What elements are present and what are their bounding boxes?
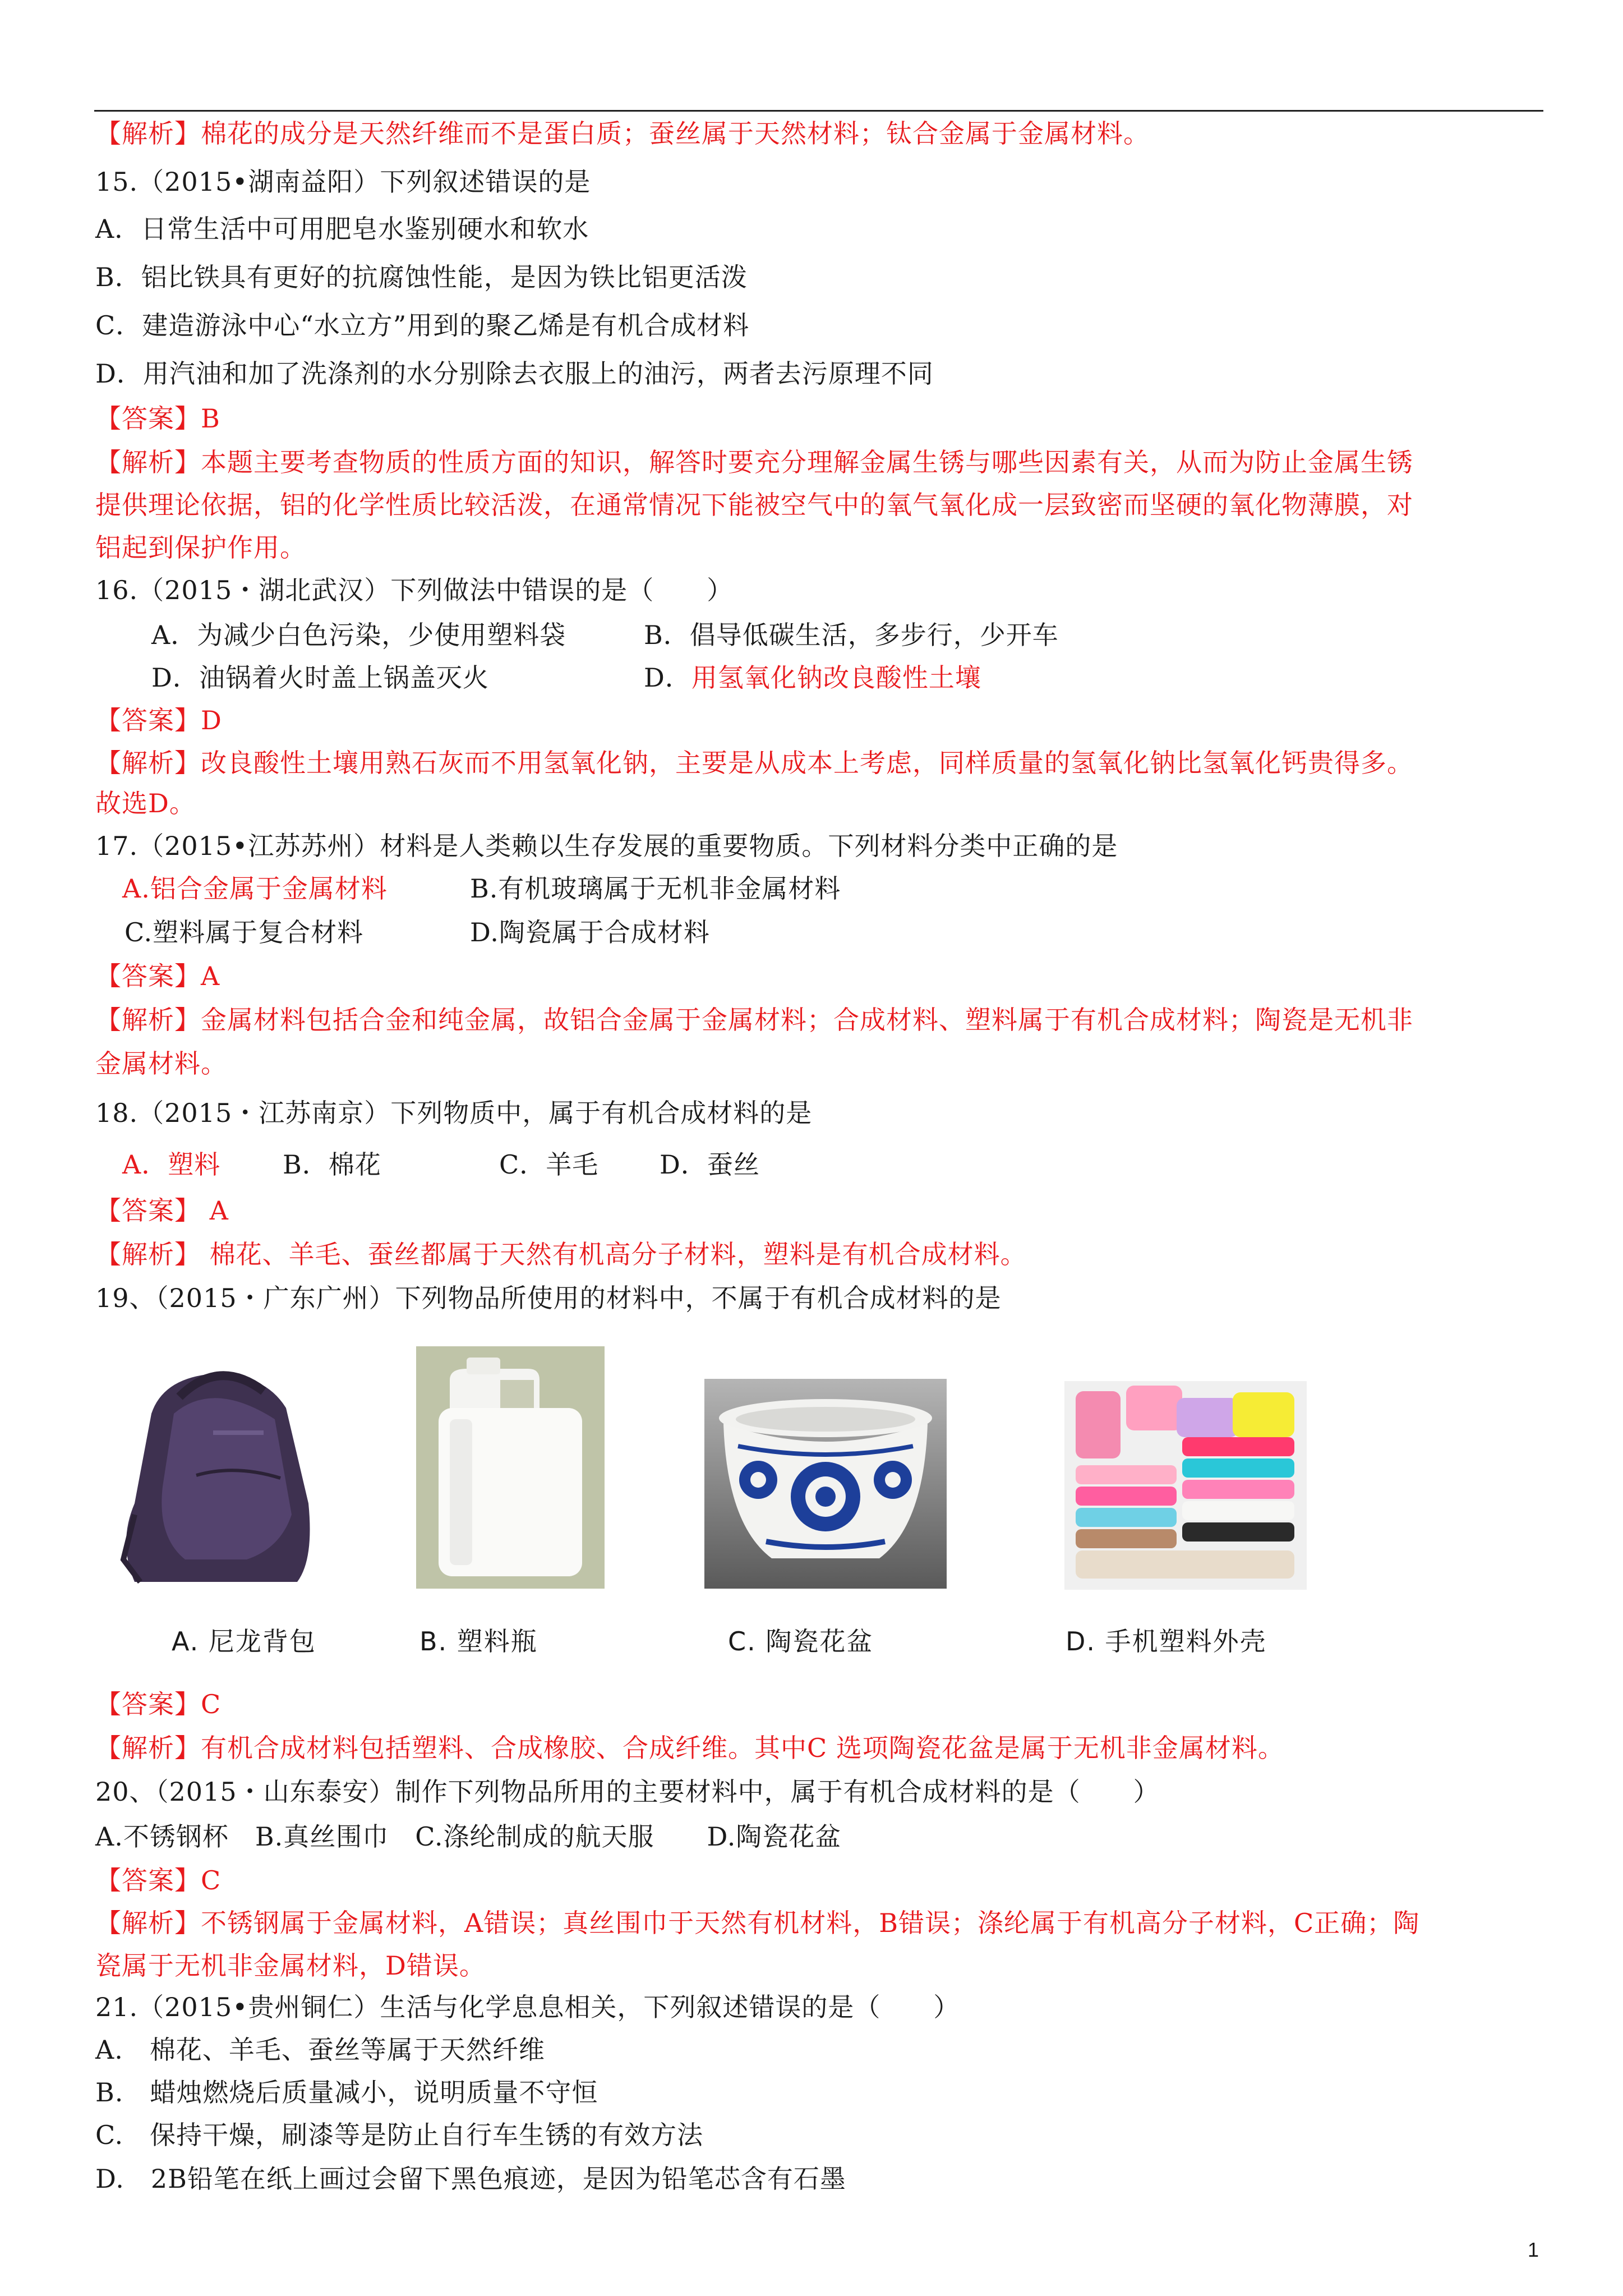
q19-analysis: 【解析】有机合成材料包括塑料、合成橡胶、合成纤维。其中C 选项陶瓷花盆是属于无机非金属材料。 xyxy=(95,1733,1284,1763)
q16-analysis-2: 故选D。 xyxy=(95,788,196,818)
q16-option-d-text: 用氢氧化钠改良酸性土壤 xyxy=(691,662,981,693)
q17-analysis-1: 【解析】金属材料包括合金和纯金属，故铝合金属于金属材料；合成材料、塑料属于有机合成材料；陶瓷是无机非 xyxy=(95,1005,1413,1035)
q17-option-a: A.铝合金属于金属材料 xyxy=(122,873,388,904)
q15-option-b: B．铝比铁具有更好的抗腐蚀性能，是因为铁比铝更活泼 xyxy=(95,262,748,292)
q20-answer: 【答案】C xyxy=(95,1865,222,1895)
q21-option-c: C. 保持干燥，刷漆等是防止自行车生锈的有效方法 xyxy=(95,2120,704,2150)
q16-option-d-prefix: D． xyxy=(644,662,691,693)
q16-option-a: A．为减少白色污染，少使用塑料袋 xyxy=(151,620,566,650)
q18-analysis: 【解析】 棉花、羊毛、蚕丝都属于天然有机高分子材料，塑料是有机合成材料。 xyxy=(95,1239,1027,1269)
q21-option-a: A. 棉花、羊毛、蚕丝等属于天然纤维 xyxy=(95,2035,545,2065)
caption-b: B. 塑料瓶 xyxy=(419,1626,538,1657)
q17-option-c: C.塑料属于复合材料 xyxy=(125,917,364,947)
q18-option-a: A．塑料 xyxy=(122,1149,221,1180)
q16-option-c: D．油锅着火时盖上锅盖灭火 xyxy=(151,662,489,693)
q19-stem: 19、（2015・广东广州）下列物品所使用的材料中，不属于有机合成材料的是 xyxy=(95,1283,1002,1313)
q20-stem: 20、（2015・山东泰安）制作下列物品所用的主要材料中，属于有机合成材料的是（ ） xyxy=(95,1777,1160,1807)
q21-option-d: D. 2B铅笔在纸上画过会留下黑色痕迹，是因为铅笔芯含有石墨 xyxy=(95,2164,846,2194)
q18-answer: 【答案】 A xyxy=(95,1195,229,1226)
q15-stem: 15.（2015•湖南益阳）下列叙述错误的是 xyxy=(95,167,591,197)
q21-option-b: B. 蜡烛燃烧后质量减小，说明质量不守恒 xyxy=(95,2077,598,2108)
page-number: 1 xyxy=(1527,2238,1539,2261)
backpack-image xyxy=(112,1346,325,1588)
q16-analysis-1: 【解析】改良酸性土壤用熟石灰而不用氢氧化钠，主要是从成本上考虑，同样质量的氢氧化钠比氢氧化钙贵得多。 xyxy=(95,748,1413,778)
q15-option-a: A．日常生活中可用肥皂水鉴别硬水和软水 xyxy=(95,214,589,244)
prev-analysis: 【解析】棉花的成分是天然纤维而不是蛋白质；蚕丝属于天然材料；钛合金属于金属材料。 xyxy=(95,118,1150,149)
q16-option-d xyxy=(644,662,981,693)
q17-option-d: D.陶瓷属于合成材料 xyxy=(470,917,710,947)
plastic-bottle-image xyxy=(416,1346,605,1589)
q17-stem: 17.（2015•江苏苏州）材料是人类赖以生存发展的重要物质。下列材料分类中正确的是 xyxy=(95,831,1118,861)
q16-stem: 16.（2015・湖北武汉）下列做法中错误的是（ ） xyxy=(95,575,734,605)
phone-cases-image xyxy=(1064,1381,1307,1590)
q16-option-b: B．倡导低碳生活，多步行，少开车 xyxy=(644,620,1059,650)
q17-analysis-2: 金属材料。 xyxy=(95,1048,227,1079)
q21-stem: 21.（2015•贵州铜仁）生活与化学息息相关，下列叙述错误的是（ ） xyxy=(95,1992,960,2022)
q20-options: A.不锈钢杯 B.真丝围巾 C.涤纶制成的航天服 D.陶瓷花盆 xyxy=(95,1821,842,1852)
q18-option-d: D．蚕丝 xyxy=(660,1149,760,1180)
caption-a: A. 尼龙背包 xyxy=(172,1626,316,1657)
q19-answer: 【答案】C xyxy=(95,1689,222,1719)
q15-analysis-3: 铝起到保护作用。 xyxy=(95,532,306,563)
q15-option-c: C．建造游泳中心“水立方”用到的聚乙烯是有机合成材料 xyxy=(95,310,750,341)
q15-option-d: D．用汽油和加了洗涤剂的水分别除去衣服上的油污，两者去污原理不同 xyxy=(95,358,934,389)
q15-analysis-1: 【解析】本题主要考查物质的性质方面的知识，解答时要充分理解金属生锈与哪些因素有关，从而为防止金属生锈 xyxy=(95,447,1413,477)
q18-option-b: B．棉花 xyxy=(283,1149,381,1180)
q18-stem: 18.（2015・江苏南京）下列物质中，属于有机合成材料的是 xyxy=(95,1098,813,1128)
caption-d: D. 手机塑料外壳 xyxy=(1066,1626,1267,1657)
q17-answer: 【答案】A xyxy=(95,961,220,991)
q20-analysis-1: 【解析】不锈钢属于金属材料，A错误；真丝围巾于天然有机材料，B错误；涤纶属于有机高分子材料，C正确；陶 xyxy=(95,1908,1420,1938)
q20-analysis-2: 瓷属于无机非金属材料，D错误。 xyxy=(95,1950,486,1981)
q17-option-b: B.有机玻璃属于无机非金属材料 xyxy=(470,873,841,904)
q15-answer: 【答案】B xyxy=(95,403,220,434)
caption-c: C. 陶瓷花盆 xyxy=(728,1626,874,1657)
q15-analysis-2: 提供理论依据，铝的化学性质比较活泼，在通常情况下能被空气中的氧气氧化成一层致密而坚硬的氧化物薄膜，对 xyxy=(95,490,1413,520)
q16-answer: 【答案】D xyxy=(95,705,222,735)
porcelain-pot-image xyxy=(704,1379,947,1589)
header-rule xyxy=(94,110,1543,112)
q18-option-c: C．羊毛 xyxy=(499,1149,599,1180)
